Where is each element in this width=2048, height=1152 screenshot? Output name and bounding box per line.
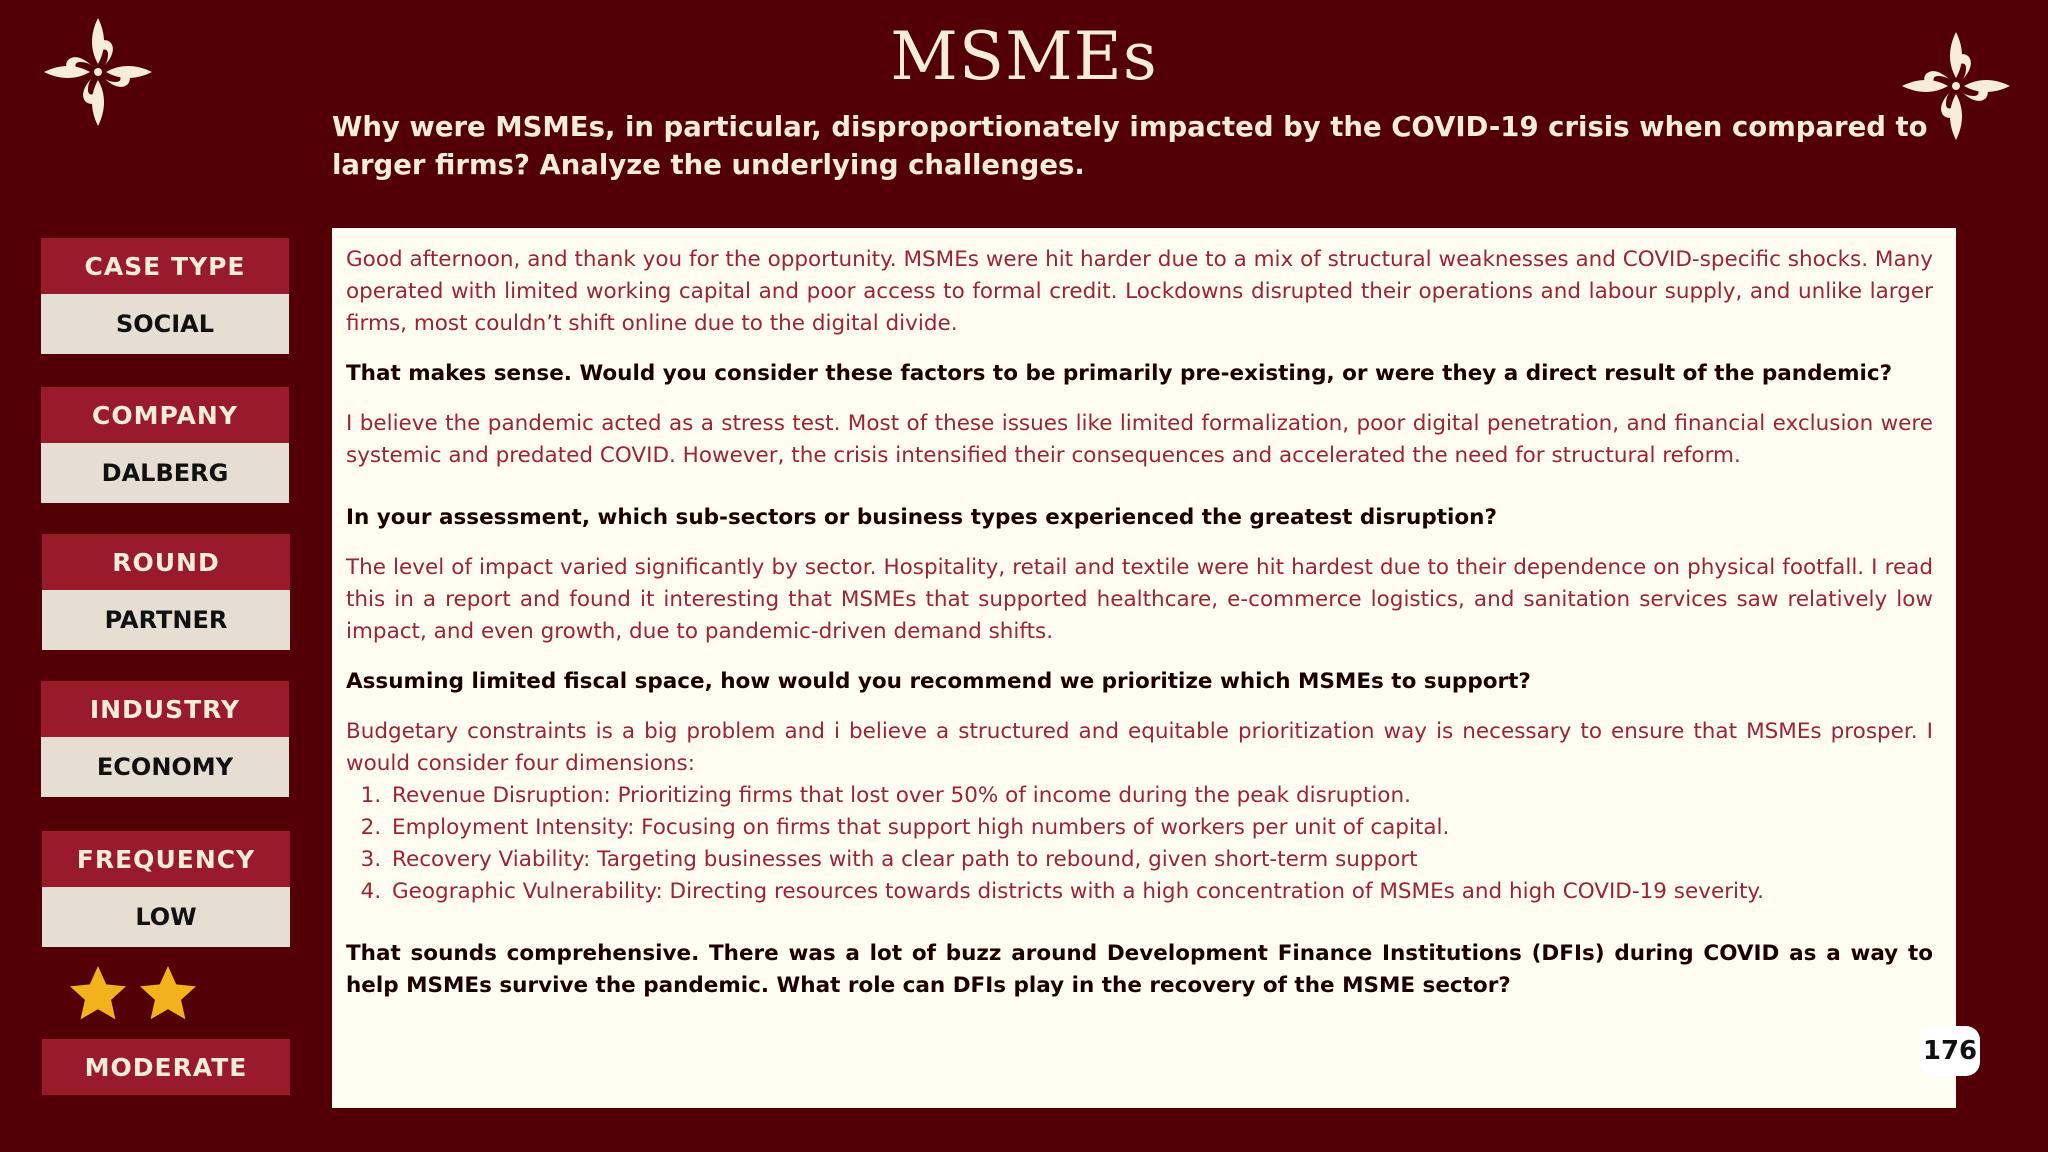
star-icon — [136, 962, 200, 1026]
interviewer-question-5: That sounds comprehensive. There was a lot of buzz around Development Finance Institutions (DFIs) during COVID as a way to help MSMEs survive the pandemic. What role can DFIs play in the recovery of the MSME sector? — [346, 941, 1933, 998]
page-title: MSMEs — [890, 18, 1158, 95]
frequency-label: FREQUENCY — [42, 831, 290, 887]
transcript — [346, 244, 1933, 1020]
round-label: ROUND — [42, 534, 290, 590]
company-label: COMPANY — [41, 387, 289, 443]
list-item: 4. Geographic Vulnerability: Directing resources towards districts with a high concentration of MSMEs and high COVID-19 severity. — [388, 876, 1933, 908]
interviewer-question-4: Assuming limited fiscal space, how would you recommend we prioritize which MSMEs to support? — [346, 669, 1531, 694]
difficulty-label: MODERATE — [42, 1039, 290, 1095]
list-item: 3. Recovery Viability: Targeting businesses with a clear path to rebound, given short-term support — [388, 844, 1933, 876]
interviewer-question-3: In your assessment, which sub-sectors or business types experienced the greatest disruption? — [346, 505, 1497, 530]
frequency-value: LOW — [42, 887, 290, 947]
answer-3: The level of impact varied significantly by sector. Hospitality, retail and textile were hit hardest due to their dependence on physical footfall. I read this in a report and found it interesting that MSMEs that supported healthcare, e-commerce logistics, and sanitation services saw relatively low impact, and even growth, due to pandemic-driven demand shifts. — [346, 555, 1933, 644]
page-number: 176 — [1920, 1026, 1980, 1076]
list-item: 1. Revenue Disruption: Prioritizing firms that lost over 50% of income during the peak disruption. — [388, 780, 1933, 812]
case-question: Why were MSMEs, in particular, disproportionately impacted by the COVID-19 crisis when compared to larger firms? Analyze the underlying challenges. — [332, 111, 1928, 181]
star-icon — [66, 962, 130, 1026]
interviewer-question-2: That makes sense. Would you consider these factors to be primarily pre-existing, or were they a direct result of the pandemic? — [346, 361, 1893, 386]
industry-label: INDUSTRY — [41, 681, 289, 737]
company-value: DALBERG — [41, 443, 289, 503]
difficulty-stars — [66, 962, 200, 1026]
dimensions-list — [346, 780, 1933, 908]
list-item: 2. Employment Intensity: Focusing on firms that support high numbers of workers per unit of capital. — [388, 812, 1933, 844]
case-type-value: SOCIAL — [41, 294, 289, 354]
answer-2: I believe the pandemic acted as a stress test. Most of these issues like limited formalization, poor digital penetration, and financial exclusion were systemic and predated COVID. However, the crisis intensified their consequences and accelerated the need for structural reform. — [346, 411, 1933, 468]
round-value: PARTNER — [42, 590, 290, 650]
answer-4-intro: Budgetary constraints is a big problem and i believe a structured and equitable prioritization way is necessary to ensure that MSMEs prosper. I would consider four dimensions: — [346, 719, 1933, 776]
case-type-label: CASE TYPE — [41, 238, 289, 294]
answer-1: Good afternoon, and thank you for the opportunity. MSMEs were hit harder due to a mix of structural weaknesses and COVID-specific shocks. Many operated with limited working capital and poor access to formal credit. Lockdowns disrupted their operations and labour supply, and unlike larger firms, most couldn’t shift online due to the digital divide. — [346, 247, 1933, 336]
answer-4 — [346, 716, 1933, 908]
industry-value: ECONOMY — [41, 737, 289, 797]
